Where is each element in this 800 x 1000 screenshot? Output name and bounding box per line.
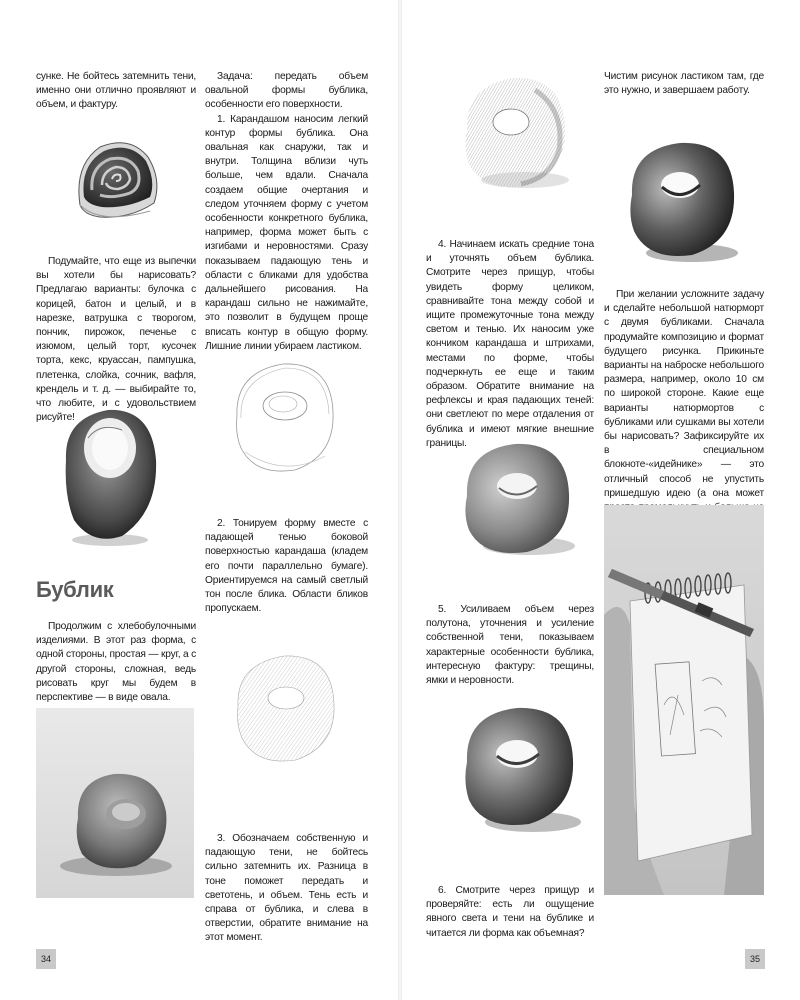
book-gutter <box>398 0 402 1000</box>
step-4-text: 4. Начинаем искать средние тона и уточнять объем бублика. Смотрите через прищур, чтобы увидеть форму целиком, сравнивайте тона между собой и ищите промежуточные тона между светом и тенью. Их наносим уже кончиком карандаша и штрихами, местами по форме, чтобы подчеркнуть ее еще и таким образом. Обратите внимание на рефлексы и края падающих теней: они светлеют по мере отдаления от бублика и имеют мягкие внешние границы. <box>426 239 594 449</box>
task-text: Задача: передать объем овальной формы бублика, особенности его поверхности. <box>205 71 368 111</box>
step-4-drawing <box>455 436 580 561</box>
col4-paragraph: При желании усложните задачу и сделайте небольшой натюрморт с двумя бубликами. Сначала продумайте композицию и формат будущего рисунка. Прикиньте варианты на наброске небольшого размера, например, около 10 см по широкой стороне. Какие еще варианты натюрмортов с бубликами или сушками вы хотели бы нарисовать? Зафиксируйте их в специальном блокноте-«идейнике» — это отличный способ не упустить пришедшую идею (а она может <box>604 289 764 499</box>
step-5-drawing <box>455 700 585 835</box>
bagel-photo <box>36 708 194 898</box>
bagel-sketch-illustration <box>52 400 164 550</box>
page-number-left: 34 <box>36 949 56 969</box>
intro-paragraph: Продолжим с хлебобулочными изделиями. В этот раз форма, с одной стороны, простая — круг, а с другой стороны, сложная, ведь рисовать круг мы будем в перспективе — в виде овала. <box>36 621 196 704</box>
col1-intro-text: сунке. Не бойтесь затемнить тени, именно они отлично проявляют и объем, и фактуру. <box>36 71 196 111</box>
step-6-text: 6. Смотрите через прищур и проверяйте: есть ли ощущение явного света и тени на бублике и читается ли форма как объемная? <box>426 885 594 939</box>
page-number-right: 35 <box>745 949 765 969</box>
step-3-drawing <box>455 70 575 195</box>
section-heading-bagel: Бублик <box>36 577 114 602</box>
step-2-text: 2. Тонируем форму вместе с падающей тенью боковой поверхностью карандаша (кладем его почти параллельно бумаге). Ориентируемся на самый светлый тон после блика. Области бликов пропускаем. <box>205 518 368 615</box>
bagel-photo-image <box>36 708 194 898</box>
step-2-sketch <box>228 646 343 771</box>
col2-text <box>205 70 368 354</box>
cinnamon-roll-illustration <box>70 135 162 225</box>
step-1-text: 1. Карандашом наносим легкий контур формы бублика. Она овальная как снаружи, так и внутри. Толщина вблизи чуть больше, чем вдали. Сначала создаем общие очертания и следом уточняем форму с учетом особенности конкретного бублика, например, форма может быть с изгибами и неровностями. Сразу показываем падающую тень и области с бликами для удобства дальнейшего рисования. На карандаш сильно не нажимайте, это позволит в будущем проще вписать контур в общую форму. Лишние линии убираем ластиком. <box>205 113 368 352</box>
sketchbook-photo-image <box>604 505 764 895</box>
final-bagel-drawing <box>622 135 742 265</box>
sketchbook-photo <box>604 505 764 895</box>
step-3-text: 3. Обозначаем собственную и падающую тени, не бойтесь сильно затемнить их. Разница в тоне поможет передать и светотень, и объем. Тень есть и справа от бублика, и слева в отверстии, обратите внимание на этот момент. <box>205 833 368 944</box>
col4-top-text: Чистим рисунок ластиком там, где это нужно, и завершаем работу. <box>604 71 764 97</box>
col1-baking-paragraph: Подумайте, что еще из выпечки вы хотели бы нарисовать? Предлагаю варианты: булочка с корицей, батон и целый, и в нарезке, ватрушка с творогом, пончик, пирожок, печенье с изюмом, целый торт, кусочек торта, кекс, круассан, пампушка, плетенка, слойка, сочник, вафля, крендель и т. д. — выбирайте то, что любите, и с удовольствием рисуйте! <box>36 256 196 424</box>
step-5-text: 5. Усиливаем объем через полутона, уточнения и усиление собственной тени, показываем характерные особенности бублика, интересную фактуру: трещины, ямки и неровности. <box>426 604 594 687</box>
step-1-sketch <box>225 352 343 482</box>
